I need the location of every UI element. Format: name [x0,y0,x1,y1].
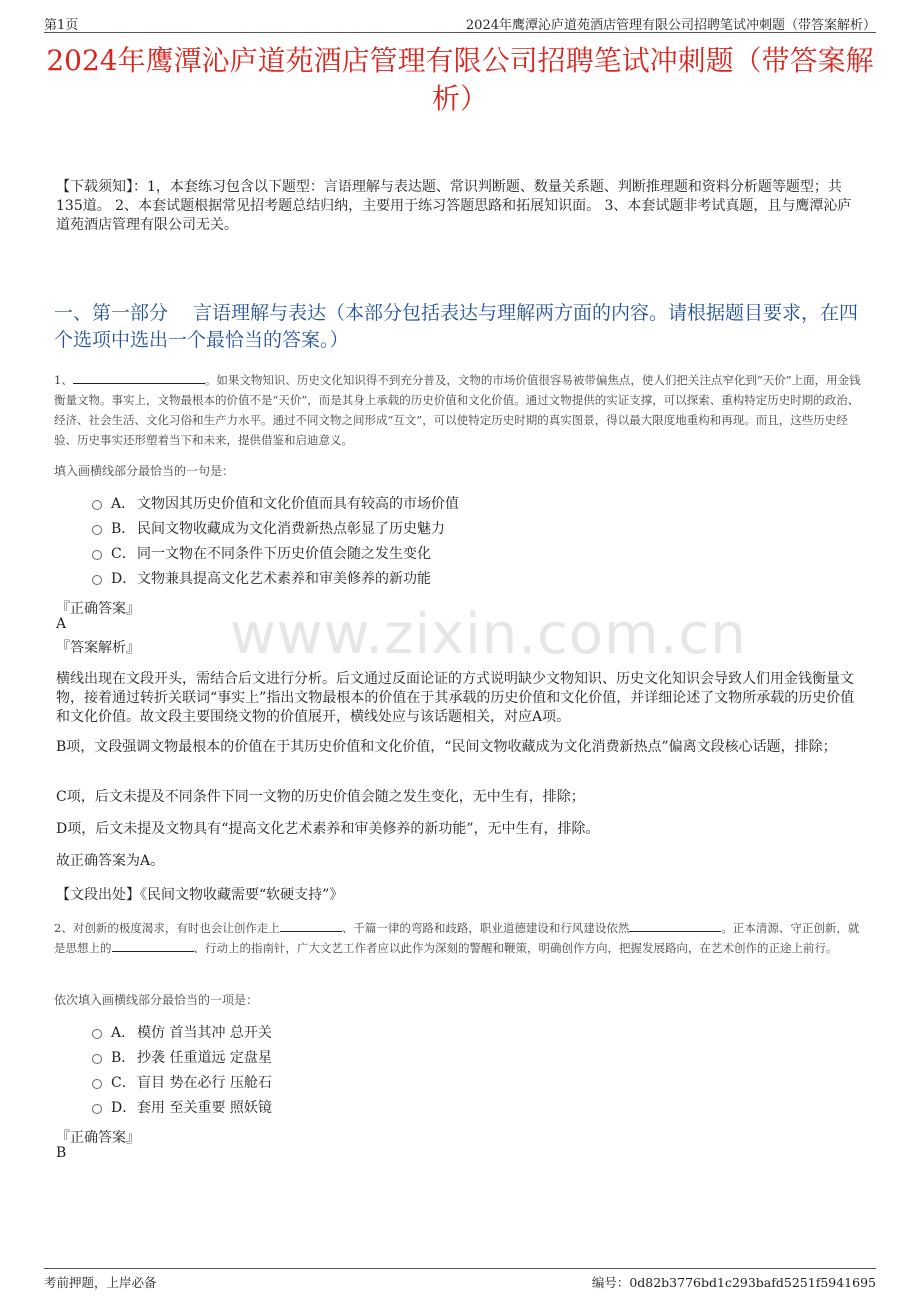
analysis-paragraph: D项，后文未提及文物具有“提高文化艺术素养和审美修养的新功能”，无中生有，排除。 [56,821,600,837]
question-1-prompt: 填入画横线部分最恰当的一句是： [54,464,235,478]
watermark: www.zixin.com.cn [230,602,747,667]
analysis-paragraph: C项，后文未提及不同条件下同一文物的历史价值会随之发生变化，无中生有，排除； [56,789,585,805]
footer-slogan: 考前押题，上岸必备 [44,1275,157,1290]
option-d[interactable]: D． 文物兼具提高文化艺术素养和审美修养的新功能 [92,567,459,592]
analysis-paragraph: 故正确答案为A。 [56,853,165,869]
document-title: 2024年鹰潭沁庐道苑酒店管理有限公司招聘笔试冲刺题（带答案解析） [46,44,874,115]
question-number: 1、 [54,373,73,387]
radio-icon[interactable] [92,575,102,585]
option-b[interactable]: B． 抄袭 任重道远 定盘星 [92,1046,272,1071]
question-number: 2、 [54,921,73,935]
question-body: 。如果文物知识、历史文化知识得不到充分普及，文物的市场价值很容易被带偏焦点，使人们把关注点窄化到“天价”上面，用金钱衡量文物。事实上，文物最根本的价值不是“天价”，而是其身上承载的历史价值和文化价值。通过文物提供的实证支撑，可以探索、重构特定历史时期的政治、经济、社会生活、文化习俗和生产力水平。通过不同文物之间形成“互文”，可以使特定历史时期的真实图景，得以最大限度地重构和再现。而且，这些历史经验、历史事实还形塑着当下和未来，提供借鉴和启迪意义。 [54,373,861,447]
option-c[interactable]: C． 盲目 势在必行 压舱石 [92,1071,272,1096]
page-header [44,12,876,33]
radio-icon[interactable] [92,500,102,510]
analysis-label: 『答案解析』 [56,640,140,656]
option-a[interactable]: A． 模仿 首当其冲 总开关 [92,1021,272,1046]
fill-blank [112,939,194,952]
radio-icon[interactable] [92,1104,102,1114]
option-c[interactable]: C． 同一文物在不同条件下历史价值会随之发生变化 [92,542,459,567]
fill-blank [280,919,342,932]
question-1-options [92,492,459,592]
analysis-paragraph: 横线出现在文段开头，需结合后文进行分析。后文通过反面论证的方式说明缺少文物知识、历史文化知识会导致人们用金钱衡量文物，接着通过转折关联词“事实上”指出文物最根本的价值在于其承载的历史价值和文化价值，并详细论述了文物所承载的历史价值和文化价值。故文段主要围绕文物的价值展开，横线处应与该话题相关，对应A项。 [56,671,855,725]
correct-answer: A [56,616,67,632]
correct-answer: B [56,1145,67,1161]
question-1-text [54,370,864,450]
document-code: 编号：0d82b3776bd1c293bafd5251f5941695 [591,1275,876,1290]
option-b[interactable]: B． 民间文物收藏成为文化消费新热点彰显了历史魅力 [92,517,459,542]
correct-answer-label: 『正确答案』 [56,1130,140,1146]
question-2-prompt: 依次填入画横线部分最恰当的一项是： [54,993,259,1007]
option-d[interactable]: D． 套用 至关重要 照妖镜 [92,1096,272,1121]
page-footer [44,1268,876,1291]
radio-icon[interactable] [92,550,102,560]
page-number: 第1页 [44,18,79,33]
download-notice: 【下载须知】：1，本套练习包含以下题型：言语理解与表达题、常识判断题、数量关系题、判断推理题和资料分析题等题型；共135道。 2、本套试题根据常见招考题总结归纳，主要用于练习答题思路和拓展知识面。 3、本套试题非考试真题，且与鹰潭沁庐道苑酒店管理有限公司无关。 [56,179,852,233]
radio-icon[interactable] [92,1054,102,1064]
radio-icon[interactable] [92,1029,102,1039]
section-title: 一、第一部分 言语理解与表达（本部分包括表达与理解两方面的内容。请根据题目要求，在四个选项中选出一个最恰当的答案。） [54,302,859,351]
fill-blank [73,371,205,384]
fill-blank [629,919,721,932]
passage-source: 【文段出处】《民间文物收藏需要“软硬支持”》 [56,887,344,903]
correct-answer-label: 『正确答案』 [56,601,140,617]
question-2-options [92,1021,272,1121]
radio-icon[interactable] [92,1079,102,1089]
header-doc-title: 2024年鹰潭沁庐道苑酒店管理有限公司招聘笔试冲刺题（带答案解析） [465,18,876,33]
radio-icon[interactable] [92,525,102,535]
analysis-paragraph: B项，文段强调文物最根本的价值在于其历史价值和文化价值，“民间文物收藏成为文化消费新热点”偏离文段核心话题，排除； [56,739,837,755]
option-a[interactable]: A． 文物因其历史价值和文化价值而具有较高的市场价值 [92,492,459,517]
question-2-text: 2、对创新的极度渴求，有时也会让创作走上 、千篇一律的弯路和歧路，职业道德建设和行风建设依然 。正本清源、守正创新，就是思想上的 、行动上的指南针，广大文艺工作者应以此作为深刻的警醒和鞭策，明确创作方向，把握发展路向，在艺术创作的正途上前行。 [54,921,860,955]
